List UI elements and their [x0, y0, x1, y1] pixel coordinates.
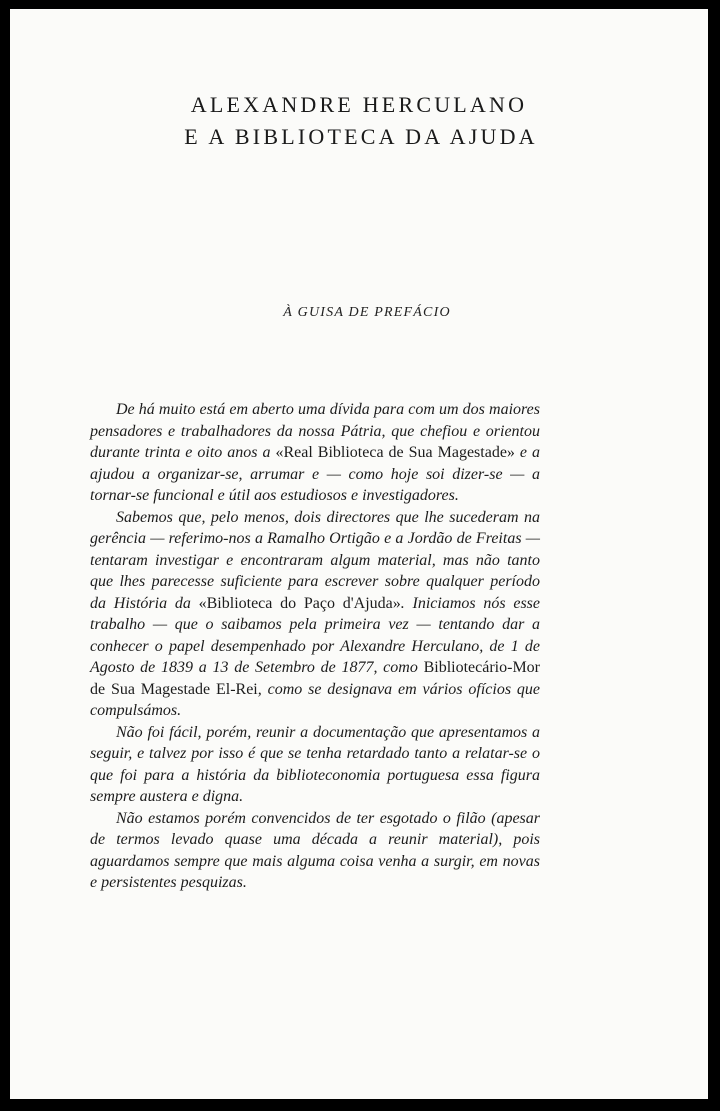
text-run: De há muito está em aberto uma dívida para com um dos maiores pensadores e trabalhadores da nossa Pátria, que chefiou e orientou durante trinta e oito anos a: [90, 401, 540, 461]
text-run: , como se designava em vários ofícios que compulsámos.: [90, 680, 541, 719]
title-line-2: E A BIBLIOTECA DA AJUDA: [184, 124, 538, 149]
section-heading: À GUISA DE PREFÁCIO: [283, 305, 451, 320]
body-text: [90, 399, 540, 894]
paragraph: [90, 722, 540, 808]
text-run: Sabemos que, pelo menos, dois directores que lhe sucederam na gerência — referimo-nos a Ramalho Ortigão e a Jordão de Freitas — tentaram investigar e encontraram algum material, mas não tanto que lhes parecesse suficiente para escrever sobre qualquer período da História da: [90, 508, 540, 612]
text-run-roman: «Real Biblioteca de Sua Magestade»: [275, 444, 515, 461]
text-run: Não estamos porém convencidos de ter esgotado o filão (apesar de termos levado quase uma década a reunir material), pois aguardamos sempre que mais alguma coisa venha a surgir, em novas e persistentes pesquizas.: [90, 809, 540, 891]
paragraph: [90, 507, 540, 722]
text-run: Não foi fácil, porém, reunir a documentação que apresentamos a seguir, e talvez por isso é que se tenha retardado tanto a relatar-se o que foi para a história da biblioteconomia portuguesa essa figura sempre austera e digna.: [90, 723, 540, 805]
paragraph: [90, 808, 540, 894]
text-run: e a ajudou a organizar-se, arrumar e — como hoje soi dizer-se — a tornar-se funcional e útil aos estudiosos e investigadores.: [90, 444, 540, 504]
book-page: [10, 9, 708, 1099]
text-run-roman: «Biblioteca do Paço d'Ajuda»: [198, 594, 401, 612]
paragraph: [90, 399, 540, 507]
text-run: . Iniciamos nós esse trabalho — que o saibamos pela primeira vez — tentando dar a conhecer o papel desempenhado por Alexandre Herculano, de 1 de Agosto de 1839 a 13 de Setembro de 1877, como: [90, 594, 541, 676]
text-run-roman: Bibliotecário-Mor de Sua Magestade El-Rei: [90, 659, 540, 698]
page-title: [10, 89, 708, 153]
title-line-1: ALEXANDRE HERCULANO: [190, 92, 528, 117]
